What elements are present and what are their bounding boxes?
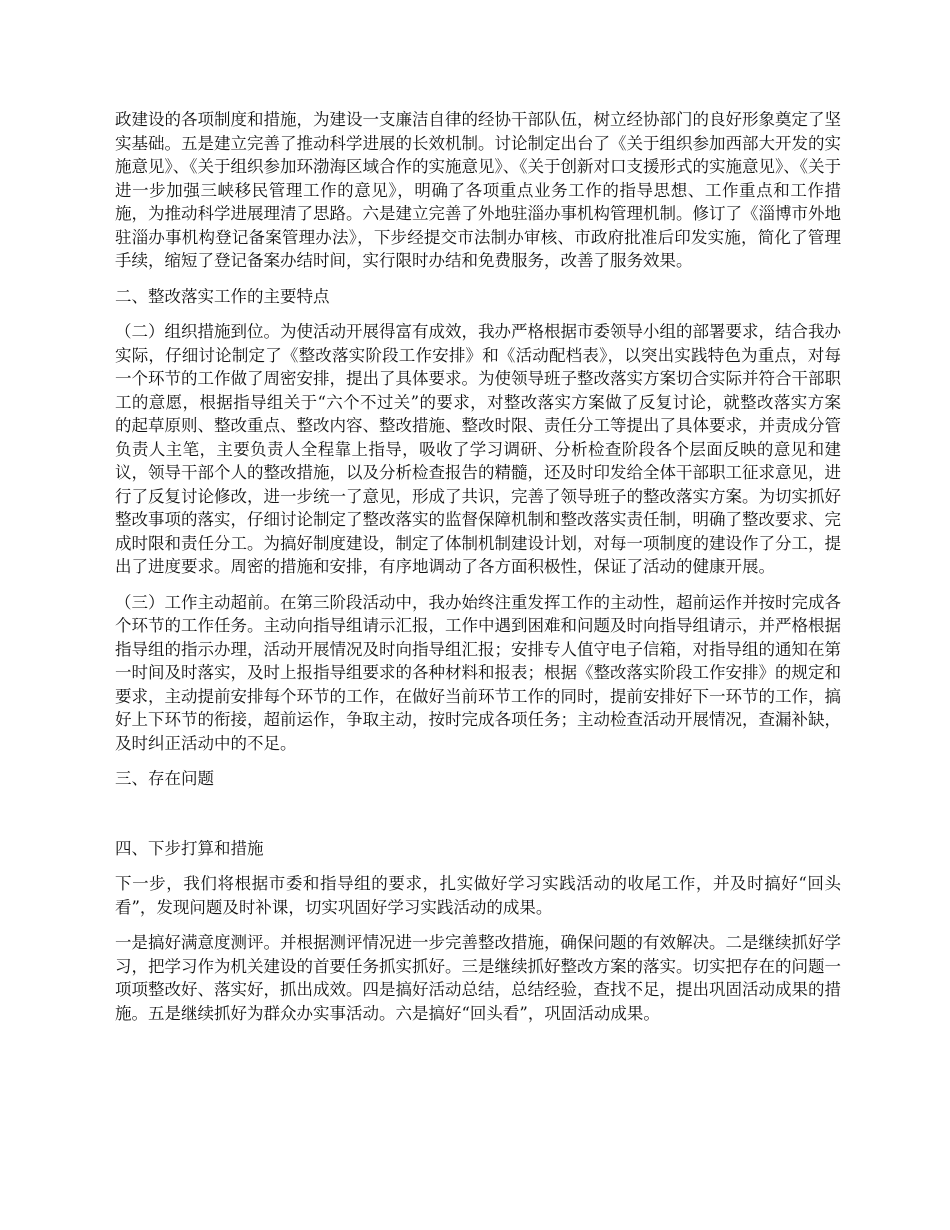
document-page (115, 108, 841, 1037)
paragraph-next-step-intro: 下一步，我们将根据市委和指导组的要求，扎实做好学习实践活动的收尾工作，并及时搞好“回头看”，发现问题及时补课，切实巩固好学习实践活动的成果。 (115, 874, 841, 917)
blank-space (115, 803, 841, 837)
paragraph-institution-building: 政建设的各项制度和措施，为建设一支廉洁自律的经协干部队伍，树立经协部门的良好形象奠定了坚实基础。五是建立完善了推动科学进展的长效机制。讨论制定出台了《关于组织参加西部大开发的实施意见》、《关于组织参加环渤海区域合作的实施意见》、《关于创新对口支援形式的实施意见》、《关于进一步加强三峡移民管理工作的意见》，明确了各项重点业务工作的指导思想、工作重点和工作措施，为推动科学进展理清了思路。六是建立完善了外地驻淄办事机构管理机制。修订了《淄博市外地驻淄办事机构登记备案管理办法》，下步经提交市法制办审核、市政府批准后印发实施，简化了管理手续，缩短了登记备案办结时间，实行限时办结和免费服务，改善了服务效果。 (115, 110, 841, 270)
section-heading-main-features: 二、整改落实工作的主要特点 (115, 286, 330, 306)
paragraph-proactive-work: （三）工作主动超前。在第三阶段活动中，我办始终注重发挥工作的主动性，超前运作并按时完成各个环节的工作任务。主动向指导组请示汇报，工作中遇到困难和问题及时向指导组请示，并严格根据指导组的指示办理，活动开展情况及时向指导组汇报；安排专人值守电子信箱，对指导组的通知在第一时间及时落实，及时上报指导组要求的各种材料和报表；根据《整改落实阶段工作安排》的规定和要求，主动提前安排每个环节的工作，在做好当前环节工作的同时，提前安排好下一环节的工作，搞好上下环节的衔接，超前运作，争取主动，按时完成各项任务；主动检查活动开展情况，查漏补缺，及时纠正活动中的不足。 (115, 592, 841, 753)
section-heading-next-steps: 四、下步打算和措施 (115, 838, 264, 858)
paragraph-organization-measures: （二）组织措施到位。为使活动开展得富有成效，我办严格根据市委领导小组的部署要求，结合我办实际，仔细讨论制定了《整改落实阶段工作安排》和《活动配档表》，以突出实践特色为重点，对每一个环节的工作做了周密安排，提出了具体要求。为使领导班子整改落实方案切合实际并符合干部职工的意愿，根据指导组关于“六个不过关”的要求，对整改落实方案做了反复讨论，就整改落实方案的起草原则、整改重点、整改内容、整改措施、整改时限、责任分工等提出了具体要求，并责成分管负责人主笔，主要负责人全程靠上指导，吸收了学习调研、分析检查阶段各个层面反映的意见和建议，领导干部个人的整改措施，以及分析检查报告的精髓，还及时印发给全体干部职工征求意见，进行了反复讨论修改，进一步统一了意见，形成了共识，完善了领导班子的整改落实方案。为切实抓好整改事项的落实，仔细讨论制定了整改落实的监督保障机制和整改落实责任制，明确了整改要求、完成时限和责任分工。为搞好制度建设，制定了体制机制建设计划，对每一项制度的建设作了分工，提出了进度要求。周密的措施和安排，有序地调动了各方面积极性，保证了活动的健康开展。 (115, 322, 841, 576)
paragraph-next-step-items: 一是搞好满意度测评。并根据测评情况进一步完善整改措施，确保问题的有效解决。二是继续抓好学习，把学习作为机关建设的首要任务抓实抓好。三是继续抓好整改方案的落实。切实把存在的问题一项项整改好、落实好，抓出成效。四是搞好活动总结，总结经验，查找不足，提出巩固活动成果的措施。五是继续抓好为群众办实事活动。六是搞好“回头看”，巩固活动成果。 (115, 933, 841, 1023)
section-heading-existing-problems: 三、存在问题 (115, 769, 214, 788)
